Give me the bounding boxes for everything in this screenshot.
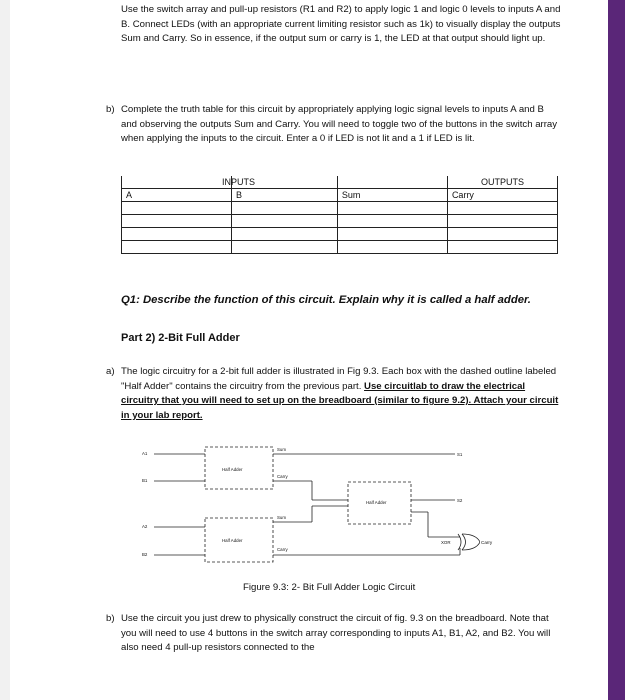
sum-label-bottom: Sum xyxy=(277,515,287,520)
truth-table xyxy=(121,176,558,254)
input-b1-label: B1 xyxy=(142,478,148,483)
col-b-header: B xyxy=(232,189,338,202)
item-a-text: The logic circuitry for a 2-bit full adder is illustrated in Fig 9.3. Each box with the dashed outline labeled "Half Adder" contains the circuitry from the previous part. xyxy=(121,366,557,392)
question-1: Q1: Describe the function of this circuit. Explain why it is called a half adder. xyxy=(121,294,531,306)
col-carry-header: Carry xyxy=(447,189,557,202)
table-row xyxy=(122,228,558,241)
right-edge-bar xyxy=(608,0,625,700)
output-s2-label: S2 xyxy=(457,498,463,503)
col-sum-header: Sum xyxy=(337,189,447,202)
carry-label-top: Carry xyxy=(277,474,288,479)
table-row xyxy=(122,215,558,228)
input-b2-label: B2 xyxy=(142,552,148,557)
half-adder-top-label: Half Adder xyxy=(222,467,243,472)
col-a-header: A xyxy=(122,189,232,202)
table-row xyxy=(122,241,558,254)
xor-gate-label: XOR xyxy=(441,540,451,545)
output-s1-label: S1 xyxy=(457,452,463,457)
carry-label-bottom: Carry xyxy=(277,547,288,552)
part2-heading: Part 2) 2-Bit Full Adder xyxy=(121,332,240,344)
item-a-instruction: Use circuitlab to draw the electrical circuitry that you will need to set up on the breadboard (similar to figure 9.2). Attach your circuit in your lab report. xyxy=(121,380,559,421)
sum-label-top: Sum xyxy=(277,447,287,452)
figure-caption: Figure 9.3: 2- Bit Full Adder Logic Circuit xyxy=(243,582,416,593)
inputs-header: INPUTS xyxy=(222,177,256,187)
input-a1-label: A1 xyxy=(142,451,148,456)
full-adder-diagram xyxy=(140,438,480,568)
intro-paragraph: Use the switch array and pull-up resistors (R1 and R2) to apply logic 1 and logic 0 levels to inputs A and B. Connect LEDs (with an appropriate current limiting resistor such as 1k) to visually display the outputs Sum and Carry. So in essence, if the output sum or carry is 1, the LED at that output should light up. xyxy=(121,4,561,44)
item-b1-text: Complete the truth table for this circuit by appropriately applying logic signal levels to inputs A and B and observing the outputs Sum and Carry. You will need to toggle two of the buttons in the switch array when applying the inputs to the circuit. Enter a 0 if LED is not lit and a 1 if LED is lit. xyxy=(121,104,558,144)
item-a-marker: a) xyxy=(106,366,115,377)
input-a2-label: A2 xyxy=(142,524,148,529)
item-b2-marker: b) xyxy=(106,613,115,624)
half-adder-mid-label: Half Adder xyxy=(366,500,387,505)
carry-out-label: Carry xyxy=(481,540,493,545)
item-a-paragraph xyxy=(121,365,561,423)
item-b1-marker: b) xyxy=(106,104,115,115)
half-adder-bottom-label: Half Adder xyxy=(222,538,243,543)
table-row xyxy=(122,202,558,215)
item-b2-text: Use the circuit you just drew to physically construct the circuit of fig. 9.3 on the breadboard. Note that you will need to use 4 buttons in the switch array corresponding to inputs A1, B1, A2, and B2. You will also need 4 pull-up resistors connected to the xyxy=(121,613,551,653)
left-margin-strip xyxy=(0,0,10,700)
outputs-header: OUTPUTS xyxy=(480,177,524,187)
